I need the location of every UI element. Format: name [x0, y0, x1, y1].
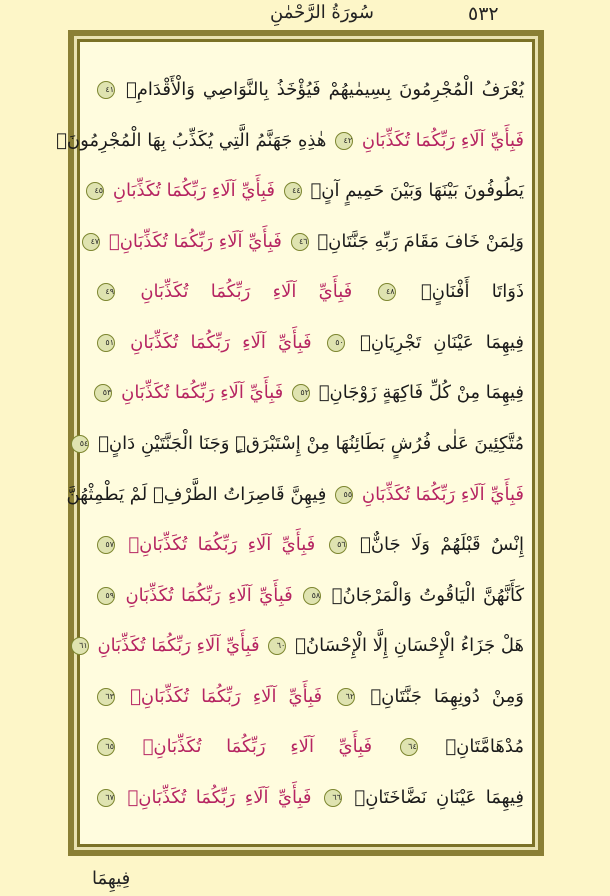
ayah-number-marker: ٥٩: [97, 587, 115, 605]
text-line: [56, 123, 524, 159]
text-line: [94, 173, 524, 209]
frame-border-light: [56, 36, 538, 850]
ayah-number-marker: ٥٧: [97, 536, 115, 554]
quran-text-area: [56, 42, 532, 844]
page-number: ٥٣٢: [468, 3, 499, 25]
ayah-number-marker: ٥٣: [94, 384, 112, 402]
text-line: [79, 628, 524, 664]
verse-text: ذَوَاتَا أَفْنَانٍۚ: [420, 281, 524, 303]
refrain-verse-text: فَبِأَيِّ آلَاءِ رَبِّكُمَا تُكَذِّبَانِ: [112, 180, 275, 202]
text-line: [94, 274, 524, 310]
ayah-number-marker: ٦٦: [324, 789, 342, 807]
text-line: [94, 72, 524, 108]
verse-text: وَلِمَنْ خَافَ مَقَامَ رَبِّهِ جَنَّتَانِۚ: [317, 230, 524, 252]
refrain-verse-text: فَبِأَيِّ آلَاءِ رَبِّكُمَا تُكَذِّبَانِۚ: [127, 786, 312, 808]
ayah-number-marker: ٦٧: [97, 789, 115, 807]
ayah-number-marker: ٤١: [97, 81, 115, 99]
ayah-number-marker: ٥١: [97, 334, 115, 352]
verse-text: فِيهِمَا مِنْ كُلِّ فَاكِهَةٍ زَوْجَانِۚ: [318, 382, 524, 404]
ayah-number-marker: ٤٦: [291, 233, 309, 251]
text-line: [94, 527, 524, 563]
ayah-number-marker: ٤٤: [284, 182, 302, 200]
ayah-number-marker: ٤٥: [86, 182, 104, 200]
ayah-number-marker: ٥٥: [335, 486, 353, 504]
verse-text: مُدْهَامَّتَانِۚ: [445, 736, 524, 758]
refrain-verse-text: فَبِأَيِّ آلَاءِ رَبِّكُمَا تُكَذِّبَانِ: [130, 331, 312, 353]
text-line: [79, 426, 524, 462]
ayah-number-marker: ٦٣: [97, 688, 115, 706]
verse-text: يَطُوفُونَ بَيْنَهَا وَبَيْنَ حَمِيمٍ آنٍۚ: [310, 180, 524, 202]
refrain-verse-text: فَبِأَيِّ آلَاءِ رَبِّكُمَا تُكَذِّبَانِۙ: [108, 230, 282, 252]
frame-border-inner: [56, 39, 535, 847]
page-header: [0, 0, 610, 30]
refrain-verse-text: فَبِأَيِّ آلَاءِ رَبِّكُمَا تُكَذِّبَانِ: [361, 129, 524, 151]
ayah-number-marker: ٦٠: [268, 637, 286, 655]
ayah-number-marker: ٦٢: [337, 688, 355, 706]
verse-text: وَمِنْ دُونِهِمَا جَنَّتَانِۚ: [370, 685, 524, 707]
verse-text: فِيهِمَا عَيْنَانِ تَجْرِيَانِۚ: [360, 331, 524, 353]
verse-text: هَلْ جَزَاءُ الْإِحْسَانِ إِلَّا الْإِحْسَانُۚ: [295, 635, 524, 657]
ayah-number-marker: ٥٠: [327, 334, 345, 352]
ayah-number-marker: ٥٨: [303, 587, 321, 605]
ayah-number-marker: ٤٢: [335, 132, 353, 150]
ayah-number-marker: ٥٤: [71, 435, 89, 453]
text-line: [66, 477, 524, 513]
ayah-number-marker: ٤٨: [378, 283, 396, 301]
ayah-number-marker: ٤٧: [82, 233, 100, 251]
verse-text: هٰذِهِ جَهَنَّمُ الَّتِي يُكَذِّبُ بِهَا الْمُجْرِمُونَۢ: [56, 129, 327, 151]
verse-text: كَأَنَّهُنَّ الْيَاقُوتُ وَالْمَرْجَانُۚ: [331, 584, 525, 606]
text-line: [94, 578, 524, 614]
ayah-number-marker: ٥٢: [292, 384, 310, 402]
verse-text: فِيهِنَّ قَاصِرَاتُ الطَّرْفِۙ لَمْ يَطْمِثْهُنَّ: [66, 483, 327, 505]
refrain-verse-text: فَبِأَيِّ آلَاءِ رَبِّكُمَا تُكَذِّبَانِۚ: [142, 736, 373, 758]
surah-title: سُورَةُ الرَّحْمٰنِ: [270, 2, 374, 23]
ayah-number-marker: ٦٤: [400, 738, 418, 756]
page-frame: [56, 30, 544, 856]
refrain-verse-text: فَبِأَيِّ آلَاءِ رَبِّكُمَا تُكَذِّبَانِ: [125, 584, 293, 606]
refrain-verse-text: فَبِأَيِّ آلَاءِ رَبِّكُمَا تُكَذِّبَانِ: [140, 281, 353, 303]
refrain-verse-text: فَبِأَيِّ آلَاءِ رَبِّكُمَا تُكَذِّبَانِۙ: [130, 685, 323, 707]
ayah-number-marker: ٤٩: [97, 283, 115, 301]
ayah-number-marker: ٥٦: [329, 536, 347, 554]
refrain-verse-text: فَبِأَيِّ آلَاءِ رَبِّكُمَا تُكَذِّبَانِ: [121, 382, 284, 404]
refrain-verse-text: فَبِأَيِّ آلَاءِ رَبِّكُمَا تُكَذِّبَانِۚ: [128, 534, 316, 556]
catchword: فِيهِمَا: [92, 868, 131, 889]
page-footer: [0, 866, 610, 896]
verse-text: مُتَّكِئِينَ عَلٰى فُرُشٍ بَطَائِنُهَا مِنْ إِسْتَبْرَقٍۜ وَجَنَا الْجَنَّتَيْنِ دَانٍۚ: [98, 432, 524, 454]
text-line: [94, 729, 524, 765]
text-line: [94, 375, 524, 411]
text-line: [90, 224, 524, 260]
text-line: [94, 679, 524, 715]
verse-text: يُعْرَفُ الْمُجْرِمُونَ بِسِيمٰيهُمْ فَيُؤْخَذُ بِالنَّوَاصِي وَالْأَقْدَامِۚ: [125, 79, 524, 100]
text-line: [94, 780, 524, 816]
text-line: [94, 325, 524, 361]
verse-text: إِنْسٌ قَبْلَهُمْ وَلَا جَانٌّۚ: [360, 534, 524, 556]
ayah-number-marker: ٦١: [71, 637, 89, 655]
verse-text: فِيهِمَا عَيْنَانِ نَضَّاخَتَانِۚ: [354, 786, 524, 808]
refrain-verse-text: فَبِأَيِّ آلَاءِ رَبِّكُمَا تُكَذِّبَانِ: [361, 483, 524, 505]
refrain-verse-text: فَبِأَيِّ آلَاءِ رَبِّكُمَا تُكَذِّبَانِ: [97, 635, 260, 657]
ayah-number-marker: ٦٥: [97, 738, 115, 756]
